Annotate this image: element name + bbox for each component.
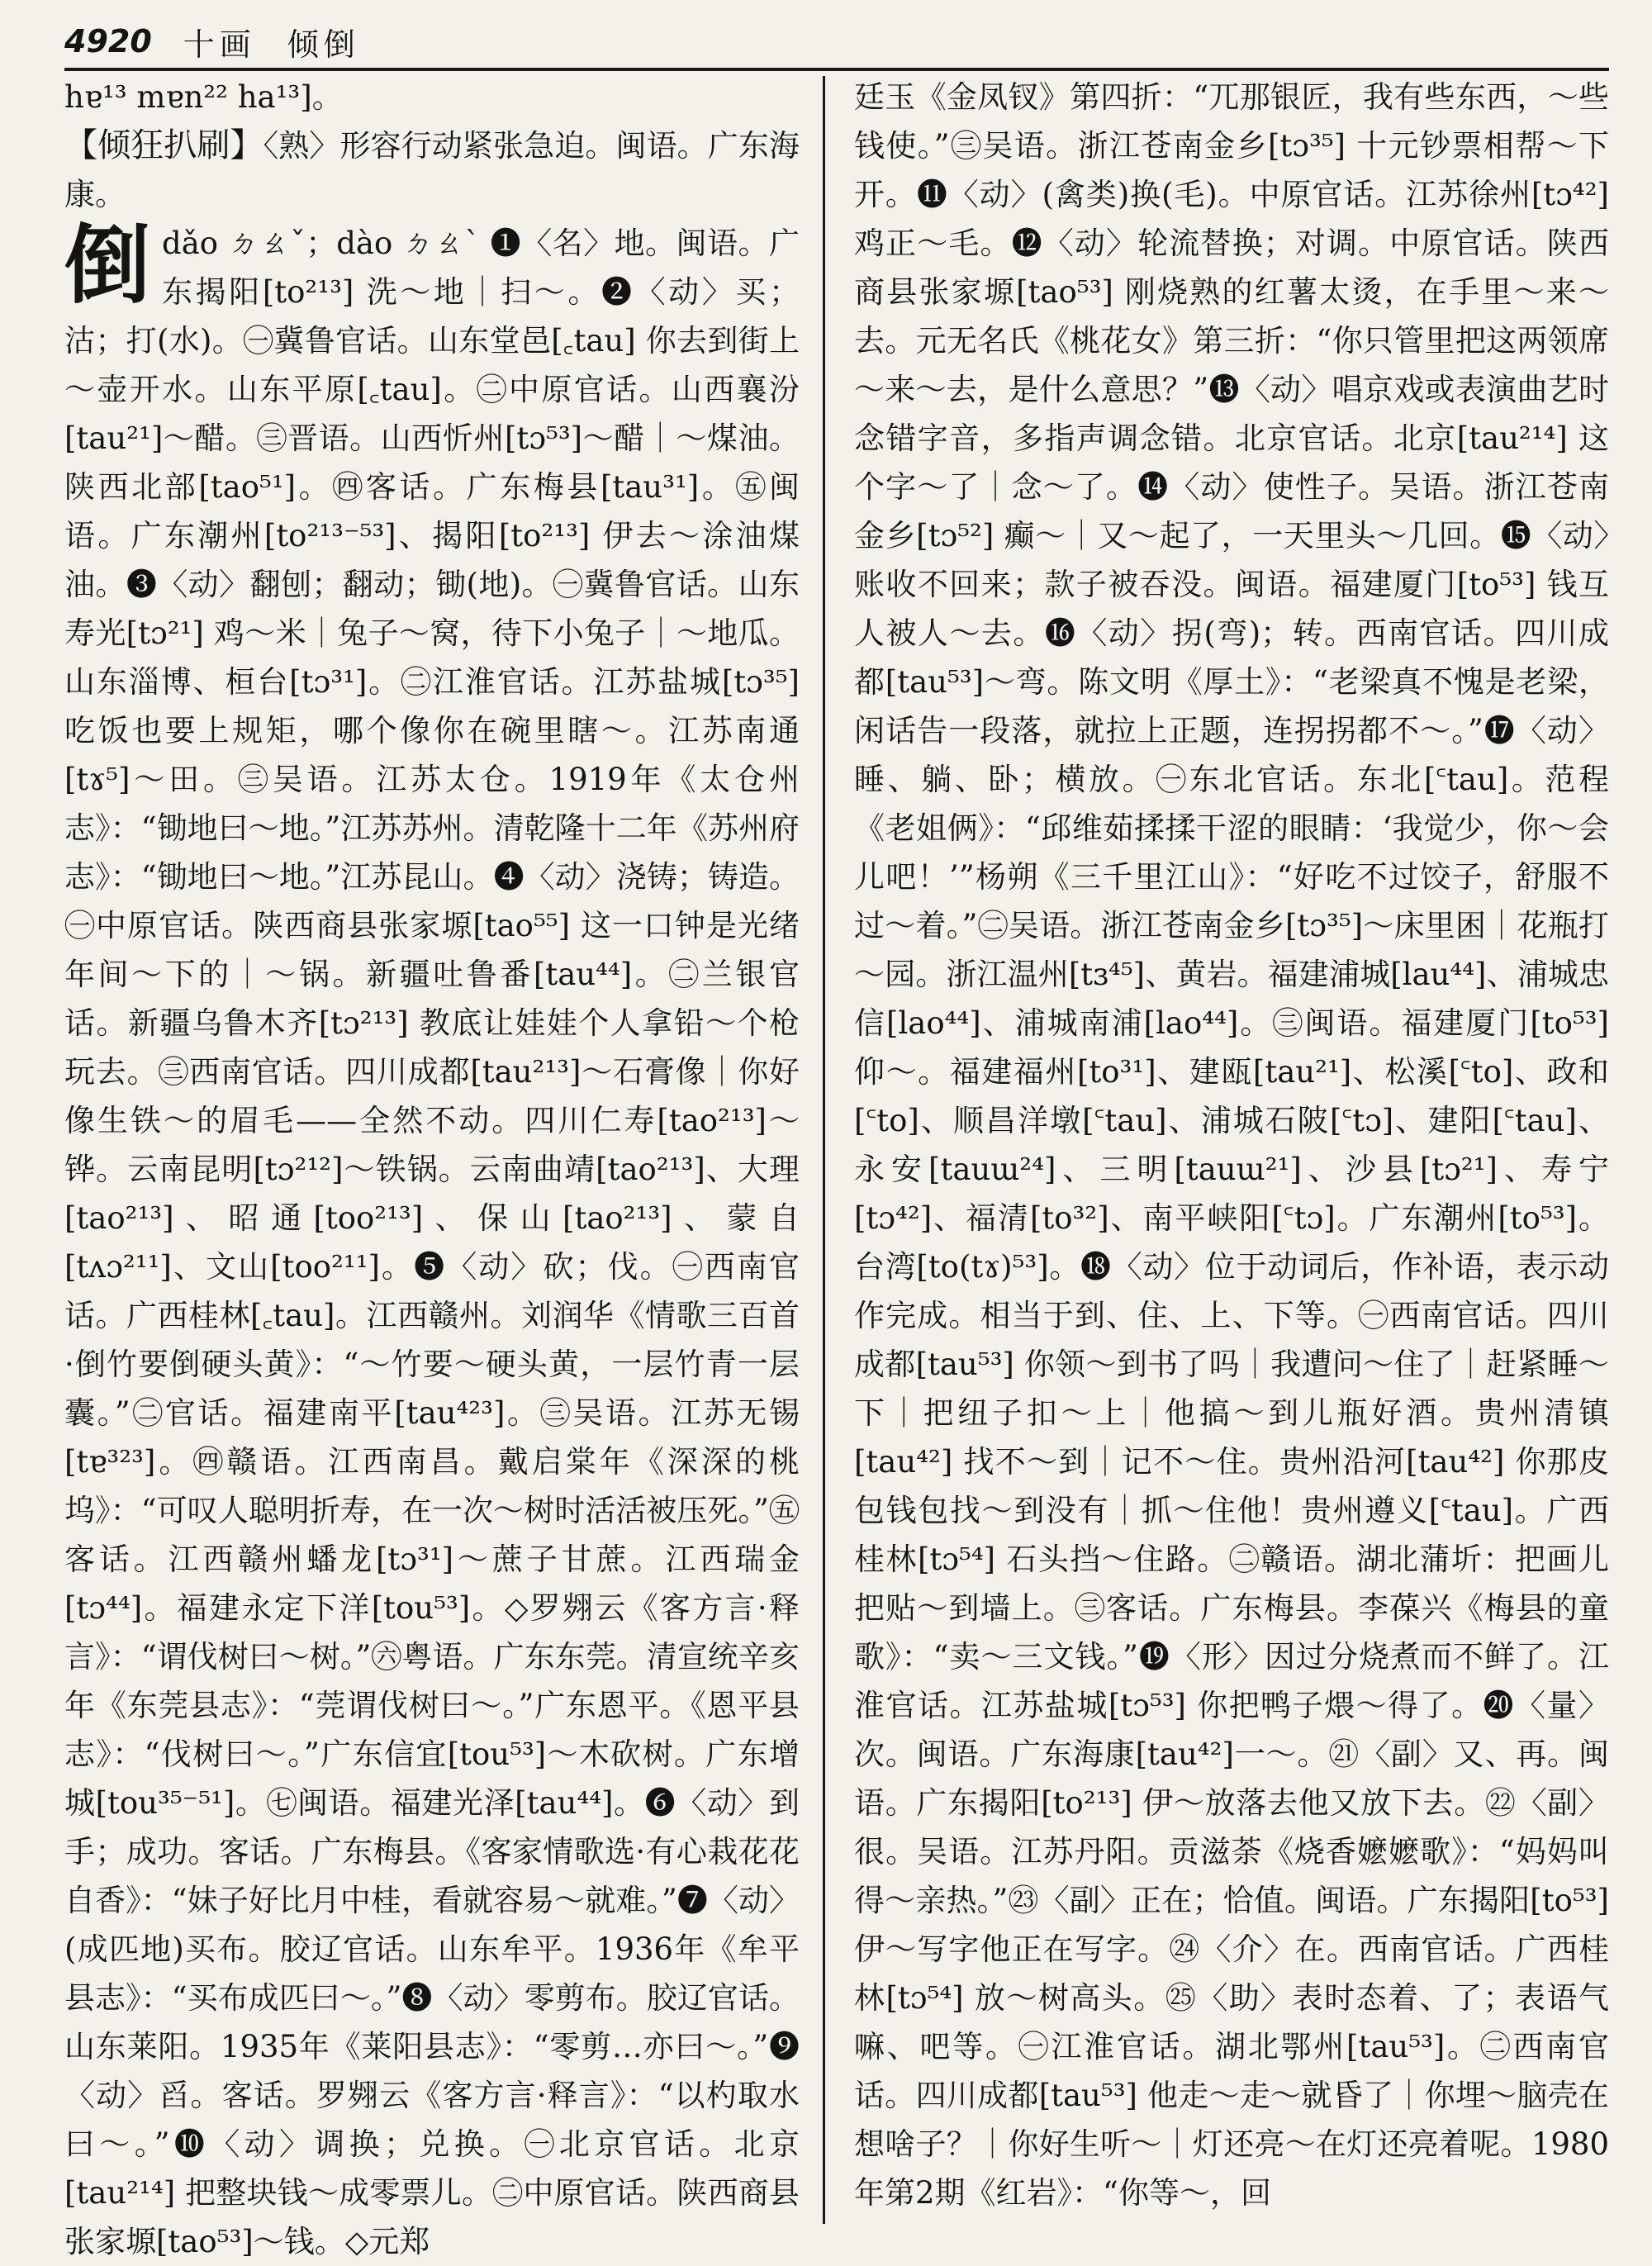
continuation-line: hɐ¹³ mɐn²² ha¹³]。 xyxy=(64,79,343,115)
entry-text-left: dǎo ㄉㄠˇ；dào ㄉㄠˋ ❶〈名〉地。闽语。广东揭阳[to²¹³] 洗～地｜扫～。❷〈动〉买；沽；打(水)。㊀冀鲁官话。山东堂邑[꜀tau] 你去到街上～壶开水。山东平原[꜀tau]。㊁中原官话。山西襄汾[tau²¹]～醋。㊂晋语。山西忻州[tɔ⁵³]～醋｜～煤油。陕西北部[tao⁵¹]。㊃客话。广东梅县[tau³¹]。㊄闽语。广东潮州[to²¹³⁻⁵³]、揭阳[to²¹³] 伊去～涂油煤油。❸〈动〉翻刨；翻动；锄(地)。㊀冀鲁官话。山东寿光[tɔ²¹] 鸡～米｜兔子～窝，待下小兔子｜～地瓜。山东淄博、桓台[tɔ³¹]。㊁江淮官话。江苏盐城[tɔ³⁵] 吃饭也要上规矩，哪个像你在碗里瞎～。江苏南通[tɤ⁵]～田。㊂吴语。江苏太仓。1919年《太仓州志》：“锄地曰～地。”江苏苏州。清乾隆十二年《苏州府志》：“锄地曰～地。”江苏昆山。❹〈动〉浇铸；铸造。㊀中原官话。陕西商县张家塬[tao⁵⁵] 这一口钟是光绪年间～下的｜～锅。新疆吐鲁番[tau⁴⁴]。㊁兰银官话。新疆乌鲁木齐[tɔ²¹³] 教底让娃娃个人拿铅～个枪玩去。㊂西南官话。四川成都[tau²¹³]～石膏像｜你好像生铁～的眉毛——全然不动。四川仁寿[tao²¹³]～铧。云南昆明[tɔ²¹²]～铁锅。云南曲靖[tao²¹³]、大理[tao²¹³]、昭通[too²¹³]、保山[tao²¹³]、蒙自[tʌɔ²¹¹]、文山[too²¹¹]。❺〈动〉砍；伐。㊀西南官话。广西桂林[꜀tau]。江西赣州。刘润华《情歌三百首·倒竹要倒硬头黄》：“～竹要～硬头黄，一层竹青一层囊。”㊁官话。福建南平[tau⁴²³]。㊂吴语。江苏无锡[tɐ³²³]。㊃赣语。江西南昌。戴启棠年《深深的桃坞》：“可叹人聪明折寿，在一次～树时活活被压死。”㊄客话。江西赣州蟠龙[tɔ³¹]～蔗子甘蔗。江西瑞金[tɔ⁴⁴]。福建永定下洋[tou⁵³]。◇罗翙云《客方言·释言》：“谓伐树曰～树。”㊅粤语。广东东莞。清宣统辛亥年《东莞县志》：“莞谓伐树曰～。”广东恩平。《恩平县志》：“伐树曰～。”广东信宜[tou⁵³]～木砍树。广东增城[tou³⁵⁻⁵¹]。㊆闽语。福建光泽[tau⁴⁴]。❻〈动〉到手；成功。客话。广东梅县。《客家情歌选·有心栽花花自香》：“妹子好比月中桂，看就容易～就难。”❼〈动〉(成匹地)买布。胶辽官话。山东牟平。1936年《牟平县志》：“买布成匹曰～。”❽〈动〉零剪布。胶辽官话。山东莱阳。1935年《莱阳县志》：“零剪…亦曰～。”❾〈动〉舀。客话。罗翙云《客方言·释言》：“以杓取水曰～。”❿〈动〉调换；兑换。㊀北京官话。北京[tau²¹⁴] 把整块钱～成零票儿。㊁中原官话。陕西商县张家塬[tao⁵³]～钱。◇元郑 xyxy=(64,226,800,2259)
page-number: 4920 xyxy=(64,23,152,59)
left-column xyxy=(64,73,800,2259)
subentry xyxy=(64,121,800,219)
headword: 倒 xyxy=(64,214,151,316)
section-label: 十画 xyxy=(183,26,256,63)
column-divider xyxy=(823,76,825,2224)
entry-text-right: 廷玉《金凤钗》第四折：“兀那银匠，我有些东西，～些钱使。”㊂吴语。浙江苍南金乡[tɔ³⁵] 十元钞票相帮～下开。⓫〈动〉(禽类)换(毛)。中原官话。江苏徐州[tɔ⁴²] 鸡正～毛。⓬〈动〉轮流替换；对调。中原官话。陕西商县张家塬[tao⁵³] 刚烧熟的红薯太烫，在手里～来～去。元无名氏《桃花女》第三折：“你只管里把这两领席～来～去，是什么意思？”⓭〈动〉唱京戏或表演曲艺时念错字音，多指声调念错。北京官话。北京[tau²¹⁴] 这个字～了｜念～了。⓮〈动〉使性子。吴语。浙江苍南金乡[tɔ⁵²] 癫～｜又～起了，一天里头～几回。⓯〈动〉账收不回来；款子被吞没。闽语。福建厦门[to⁵³] 钱互人被人～去。⓰〈动〉拐(弯)；转。西南官话。四川成都[tau⁵³]～弯。陈文明《厚土》：“老梁真不愧是老梁，闲话告一段落，就拉上正题，连拐拐都不～。”⓱〈动〉睡、躺、卧；横放。㊀东北官话。东北[꜂tau]。范程《老姐俩》：“邱维茹揉揉干涩的眼睛：‘我觉少，你～会儿吧！’”杨朔《三千里江山》：“好吃不过饺子，舒服不过～着。”㊁吴语。浙江苍南金乡[tɔ³⁵]～床里困｜花瓶打～园。浙江温州[tɜ⁴⁵]、黄岩。福建浦城[lau⁴⁴]、浦城忠信[lao⁴⁴]、浦城南浦[lao⁴⁴]。㊂闽语。福建厦门[to⁵³] 仰～。福建福州[to³¹]、建瓯[tau²¹]、松溪[꜂to]、政和[꜂to]、顺昌洋墩[꜂tau]、浦城石陂[꜂tɔ]、建阳[꜂tau]、永安[tauɯ²⁴]、三明[tauɯ²¹]、沙县[tɔ²¹]、寿宁[tɔ⁴²]、福清[to³²]、南平峡阳[꜂tɔ]。广东潮州[to⁵³]。台湾[to(tɤ)⁵³]。⓲〈动〉位于动词后，作补语，表示动作完成。相当于到、住、上、下等。㊀西南官话。四川成都[tau⁵³] 你领～到书了吗｜我遭问～住了｜赶紧睡～下｜把纽子扣～上｜他搞～到儿瓶好酒。贵州清镇[tau⁴²] 找不～到｜记不～住。贵州沿河[tau⁴²] 你那皮包钱包找～到没有｜抓～住他！贵州遵义[꜂tau]。广西桂林[tɔ⁵⁴] 石头挡～住路。㊁赣语。湖北蒲圻：把画儿把贴～到墙上。㊂客话。广东梅县。李葆兴《梅县的童歌》：“卖～三文钱。”⓳〈形〉因过分烧煮而不鲜了。江淮官话。江苏盐城[tɔ⁵³] 你把鸭子煨～得了。⓴〈量〉次。闽语。广东海康[tau⁴²]一～。㉑〈副〉又、再。闽语。广东揭阳[to²¹³] 伊～放落去他又放下去。㉒〈副〉很。吴语。江苏丹阳。贡滋荼《烧香嬷嬷歌》：“妈妈叫得～亲热。”㉓〈副〉正在；恰值。闽语。广东揭阳[to⁵³] 伊～写字他正在写字。㉔〈介〉在。西南官话。广西桂林[tɔ⁵⁴] 放～树高头。㉕〈助〉表时态着、了；表语气嘛、吧等。㊀江淮官话。湖北鄂州[tau⁵³]。㊁西南官话。四川成都[tau⁵³] 他走～走～就昏了｜你埋～脑壳在想啥子？｜你好生听～｜灯还亮～在灯还亮着呢。1980年第2期《红岩》：“你等～，回 xyxy=(854,79,1609,2211)
header-rule xyxy=(64,68,1609,71)
dictionary-entry xyxy=(64,214,800,2266)
entry-range: 倾倒 xyxy=(287,26,360,63)
subentry-body: 〈熟〉形容行动紧张急迫。闽语。广东海康。 xyxy=(64,128,800,212)
page-header xyxy=(64,15,1609,68)
right-column xyxy=(854,73,1609,2221)
subentry-title: 【倾狂扒刷】 xyxy=(64,126,263,164)
